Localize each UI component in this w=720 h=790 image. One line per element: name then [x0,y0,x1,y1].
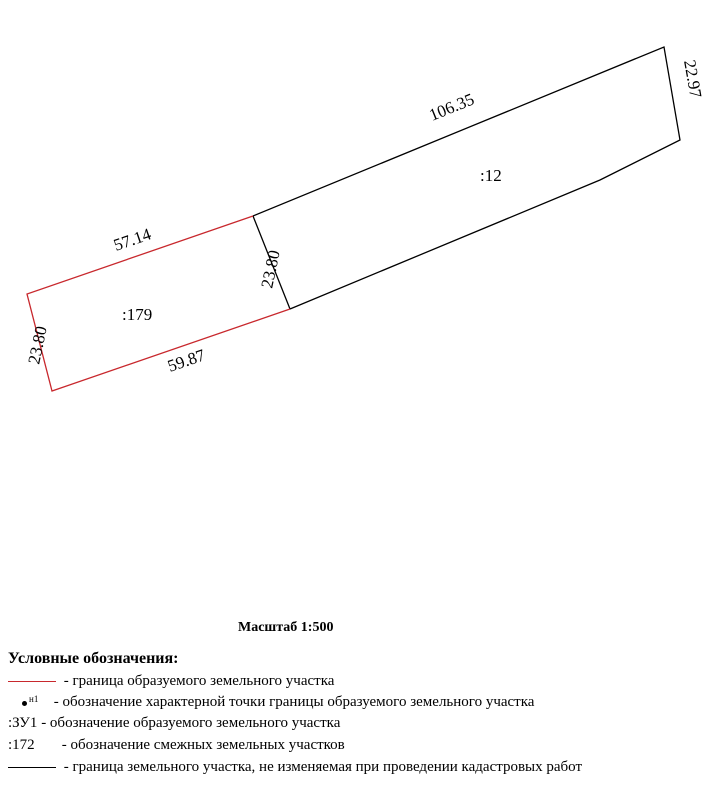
side-label-106-35: 106.35 [426,89,477,125]
legend-code: :172 [8,737,35,753]
side-label-59-87: 59.87 [165,345,208,376]
legend-item-adjacent-code [8,737,345,754]
red-line-symbol [8,681,56,682]
legend-text: - обозначение образуемого земельного участка [41,715,341,731]
side-label-23-80-outer: 23.80 [24,324,51,366]
legend-item-point [8,694,534,711]
side-label-57-14: 57.14 [111,224,154,255]
parcel-label-179: :179 [122,305,153,324]
legend-text: - граница образуемого земельного участка [63,673,335,689]
side-label-22-97: 22.97 [680,58,706,100]
point-dot-icon [22,701,27,706]
legend-item-new-parcel-code [8,715,340,732]
side-label-23-80-inner: 23.80 [257,248,284,290]
legend-item-new-boundary [8,673,334,690]
point-label: н1 [29,694,39,704]
legend-item-existing-boundary [8,759,582,776]
parcel-label-12: :12 [480,166,502,185]
black-line-symbol [8,767,56,768]
adjacent-parcel-boundary [253,47,680,309]
legend-text: - граница земельного участка, не изменяемая при проведении кадастровых работ [63,759,583,775]
new-parcel-boundary [27,216,290,391]
legend-text: - обозначение характерной точки границы образуемого земельного участка [53,694,535,710]
legend-text: - обозначение смежных земельных участков [61,737,345,753]
scale-text: Масштаб 1:500 [238,620,334,635]
legend-title: Условные обозначения: [8,650,179,667]
legend-code: :ЗУ1 [8,715,38,731]
